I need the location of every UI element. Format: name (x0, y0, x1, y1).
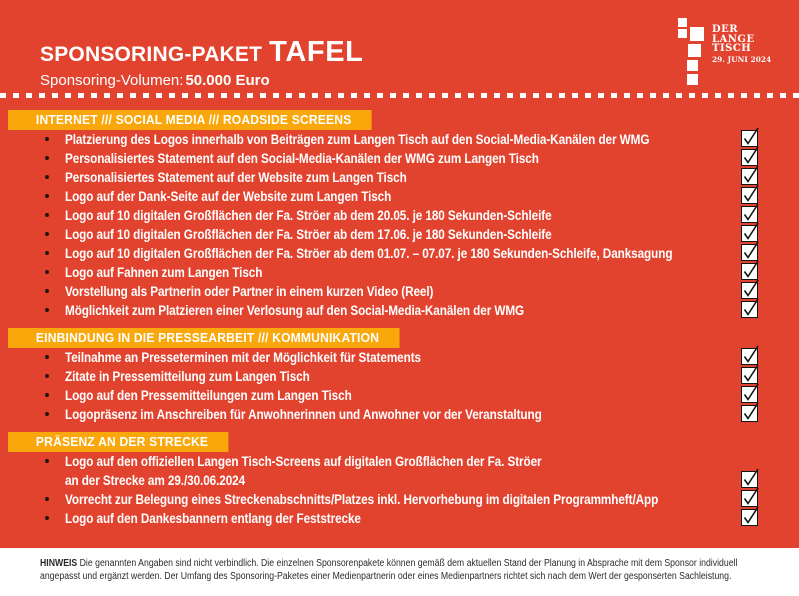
benefit-text: Logo auf den offiziellen Langen Tisch-Screens auf digitalen Großflächen der Fa. Ströer (65, 454, 542, 469)
bullet-dot-icon (45, 289, 49, 293)
benefit-text: Vorrecht zur Belegung eines Streckenabschnitts/Platzes inkl. Hervorhebung im digitalen Programmheft/App (65, 492, 659, 507)
logo-line: LANGE (712, 33, 755, 45)
event-logo (676, 16, 798, 94)
checkbox-checked-icon (741, 225, 758, 242)
bullet-dot-icon (45, 251, 49, 255)
benefit-text: Logo auf den Pressemitteilungen zum Langen Tisch (65, 388, 352, 403)
benefit-row (0, 282, 799, 301)
section-header: EINBINDUNG IN DIE PRESSEARBEIT /// KOMMUNIKATION (8, 328, 400, 348)
checkbox-checked-icon (741, 244, 758, 261)
checkbox-checked-icon (741, 187, 758, 204)
benefit-text: Möglichkeit zum Platzieren einer Verlosung auf den Social-Media-Kanälen der WMG (65, 303, 525, 318)
bullet-dot-icon (45, 393, 49, 397)
logo-square-icon (687, 74, 698, 85)
logo-line: DER (712, 24, 739, 35)
bullet-dot-icon (45, 459, 49, 463)
section-header-line (0, 328, 799, 348)
checkbox-checked-icon (741, 263, 758, 280)
sections-container (0, 110, 799, 528)
bullet-dot-icon (45, 175, 49, 179)
checkbox-checked-icon (741, 282, 758, 299)
checkbox-checked-icon (741, 386, 758, 403)
bullet-dot-icon (45, 497, 49, 501)
title-package-name: TAFEL (269, 36, 364, 68)
benefit-text: Logopräsenz im Anschreiben für Anwohnerinnen und Anwohner vor der Veranstaltung (65, 407, 542, 422)
logo-square-icon (687, 60, 698, 71)
bullet-dot-icon (45, 412, 49, 416)
benefit-row (0, 386, 799, 405)
volume-label: Sponsoring-Volumen: (40, 72, 184, 89)
logo-line: TISCH (712, 43, 752, 54)
footer-line: angepasst und ergänzt werden. Der Umfang des Sponsoring-Paketes einer Medienpartnerin oder eines Medienpartners richtet sich nach dem Wert der gesponserten Sachleistung. (40, 570, 732, 582)
benefit-text: Platzierung des Logos innerhalb von Beiträgen zum Langen Tisch auf den Social-Media-Kanälen der WMG (65, 132, 650, 147)
checkbox-checked-icon (741, 149, 758, 166)
benefit-row (0, 130, 799, 149)
benefit-row (0, 149, 799, 168)
benefit-text: Logo auf 10 digitalen Großflächen der Fa. Ströer ab dem 17.06. je 180 Sekunden-Schleife (65, 227, 552, 242)
benefit-row (0, 452, 799, 490)
checkbox-checked-icon (741, 405, 758, 422)
footer-text: Die genannten Angaben sind nicht verbindlich. Die einzelnen Sponsorenpakete können gemäß dem aktuellen Stand der Planung in Absprache mit dem Sponsor individuell (79, 558, 738, 569)
benefit-row (0, 348, 799, 367)
checkbox-checked-icon (741, 490, 758, 507)
bullet-dot-icon (45, 355, 49, 359)
bullet-dot-icon (45, 270, 49, 274)
benefit-row (0, 244, 799, 263)
benefit-row (0, 225, 799, 244)
bullet-dot-icon (45, 156, 49, 160)
benefit-row (0, 509, 799, 528)
benefit-text: Personalisiertes Statement auf den Social-Media-Kanälen der WMG zum Langen Tisch (65, 151, 539, 166)
logo-square-icon (678, 18, 687, 27)
bullet-dot-icon (45, 308, 49, 312)
benefit-row (0, 301, 799, 320)
benefit-row (0, 490, 799, 509)
checkbox-checked-icon (741, 367, 758, 384)
benefit-text: Personalisiertes Statement auf der Website zum Langen Tisch (65, 170, 407, 185)
footer-note (0, 548, 799, 596)
section (0, 432, 799, 528)
section (0, 328, 799, 424)
bullet-dot-icon (45, 374, 49, 378)
benefit-text: Logo auf der Dank-Seite auf der Website zum Langen Tisch (65, 189, 392, 204)
bullet-dot-icon (45, 213, 49, 217)
section-header-line (0, 110, 799, 130)
benefit-text: Vorstellung als Partnerin oder Partner in einem kurzen Video (Reel) (65, 284, 434, 299)
section-header: INTERNET /// SOCIAL MEDIA /// ROADSIDE SCREENS (8, 110, 372, 130)
bullet-dot-icon (45, 194, 49, 198)
benefit-text: Logo auf 10 digitalen Großflächen der Fa. Ströer ab dem 20.05. je 180 Sekunden-Schleife (65, 208, 552, 223)
logo-wordmark (712, 25, 771, 65)
bullet-dot-icon (45, 137, 49, 141)
benefit-row (0, 168, 799, 187)
title-prefix: SPONSORING-PAKET (40, 43, 263, 66)
checkbox-checked-icon (741, 471, 758, 488)
benefit-row (0, 263, 799, 282)
benefit-row (0, 206, 799, 225)
benefit-text: Teilnahme an Presseterminen mit der Möglichkeit für Statements (65, 350, 421, 365)
section (0, 110, 799, 320)
benefit-text: Zitate in Pressemitteilung zum Langen Tisch (65, 369, 310, 384)
sheet-header (0, 0, 799, 93)
footer-label: HINWEIS (40, 558, 78, 569)
benefit-text: Logo auf Fahnen zum Langen Tisch (65, 265, 263, 280)
logo-square-icon (690, 27, 704, 41)
benefit-row (0, 405, 799, 424)
benefit-row (0, 367, 799, 386)
checkbox-checked-icon (741, 301, 758, 318)
checkbox-checked-icon (741, 130, 758, 147)
logo-date: 29. JUNI 2024 (712, 55, 772, 64)
section-header: PRÄSENZ AN DER STRECKE (8, 432, 229, 452)
volume-value: 50.000 Euro (185, 72, 270, 89)
footer-line (40, 558, 738, 571)
checkbox-checked-icon (741, 206, 758, 223)
benefit-row (0, 187, 799, 206)
bullet-dot-icon (45, 232, 49, 236)
logo-square-icon (688, 44, 701, 57)
benefit-text: Logo auf den Dankesbannern entlang der Feststrecke (65, 511, 361, 526)
checkbox-checked-icon (741, 168, 758, 185)
section-header-line (0, 432, 799, 452)
benefit-text: an der Strecke am 29./30.06.2024 (65, 473, 246, 488)
checkbox-checked-icon (741, 348, 758, 365)
logo-square-icon (678, 29, 687, 38)
benefit-text: Logo auf 10 digitalen Großflächen der Fa. Ströer ab dem 01.07. – 07.07. je 180 Sekunden-Schleife, Danksagung (65, 246, 673, 261)
checkbox-checked-icon (741, 509, 758, 526)
bullet-dot-icon (45, 516, 49, 520)
